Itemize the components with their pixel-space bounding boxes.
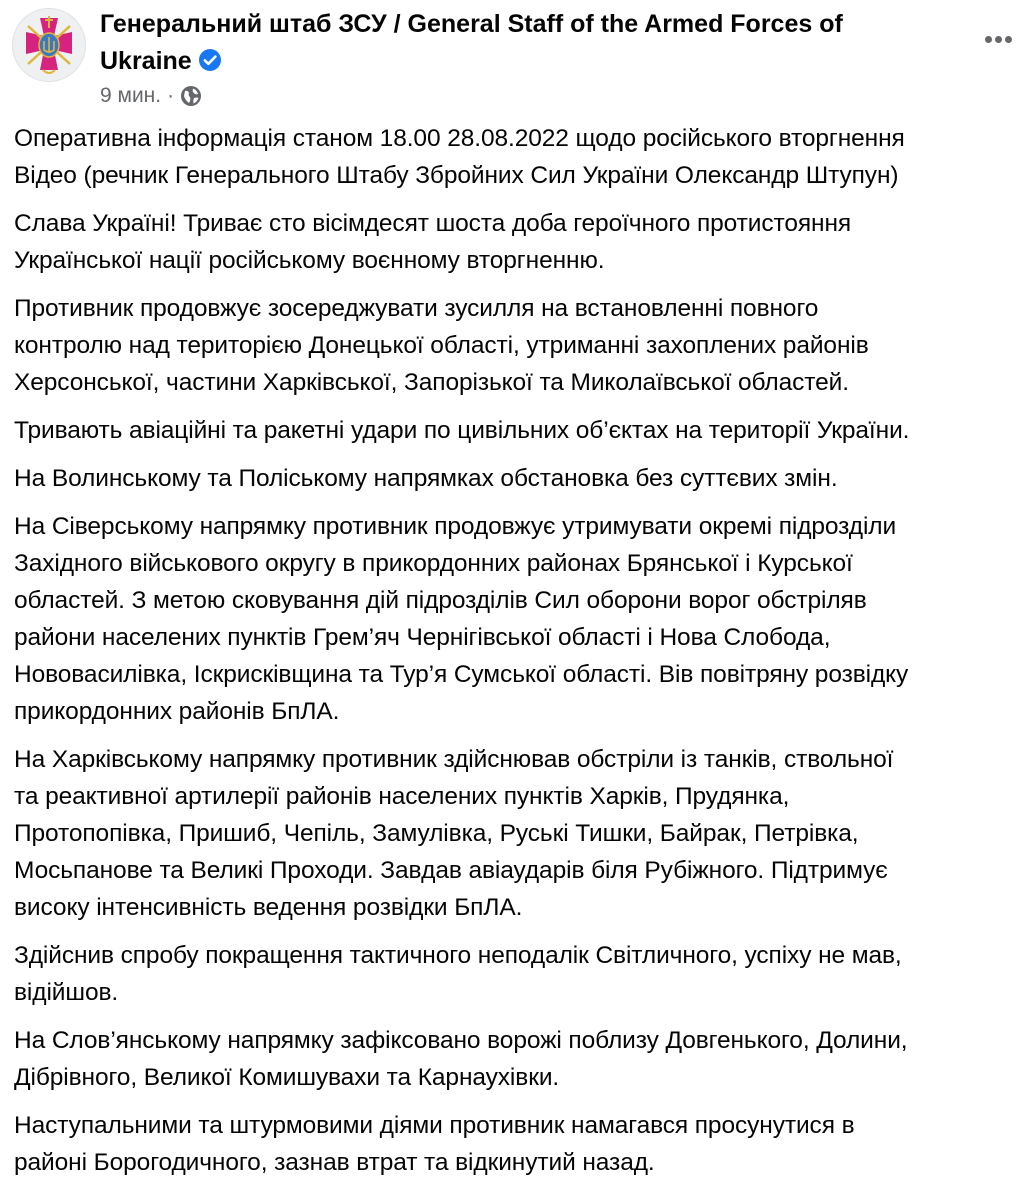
text-line: Здійснив спробу покращення тактичного неподалік Світличного, успіху не мав, bbox=[14, 942, 902, 969]
post-header bbox=[0, 0, 1032, 120]
post-paragraph bbox=[14, 205, 1018, 279]
more-dot bbox=[995, 36, 1002, 43]
post-paragraph bbox=[14, 508, 1018, 730]
text-line: Слава Україні! Триває сто вісімдесят шоста доба героїчного протистояння bbox=[14, 210, 852, 237]
text-line: На Сіверському напрямку противник продовжує утримувати окремі підрозділи bbox=[14, 513, 897, 540]
text-line: високу інтенсивність ведення розвідки БпЛА. bbox=[14, 894, 523, 921]
post-paragraph bbox=[14, 120, 1018, 194]
avatar[interactable] bbox=[12, 8, 86, 82]
more-dot bbox=[1005, 36, 1012, 43]
author-name-line1[interactable]: Генеральний штаб ЗСУ / General Staff of the Armed Forces of bbox=[100, 10, 843, 38]
post-paragraph bbox=[14, 1107, 1018, 1181]
text-line: Нововасилівка, Іскрисківщина та Тур’я Сумської області. Вів повітряну розвідку bbox=[14, 661, 909, 688]
post-body bbox=[0, 120, 1032, 1181]
post-paragraph bbox=[14, 412, 1018, 449]
text-line: райони населених пунктів Грем’яч Чернігівської області і Нова Слобода, bbox=[14, 624, 831, 651]
text-line: контролю над територією Донецької області, утриманні захоплених районів bbox=[14, 332, 869, 359]
text-line: прикордонних районів БпЛА. bbox=[14, 698, 340, 725]
more-options-icon[interactable] bbox=[978, 24, 1018, 54]
meta-separator: · bbox=[167, 84, 175, 107]
post-author[interactable] bbox=[100, 6, 900, 80]
post-paragraph bbox=[14, 1022, 1018, 1096]
text-line: Протопопівка, Пришиб, Чепіль, Замулівка, Руські Тишки, Байрак, Петрівка, bbox=[14, 820, 859, 847]
text-line: Відео (речник Генерального Штабу Збройних Сил України Олександр Штупун) bbox=[14, 162, 899, 189]
more-dot bbox=[985, 36, 992, 43]
text-line: На Слов’янському напрямку зафіксовано ворожі поблизу Довгенького, Долини, bbox=[14, 1027, 908, 1054]
text-line: та реактивної артилерії районів населених пунктів Харків, Прудянка, bbox=[14, 783, 790, 810]
verified-badge-icon bbox=[198, 48, 222, 72]
post-meta bbox=[100, 82, 202, 110]
text-line: Тривають авіаційні та ракетні удари по цивільних об’єктах на території України. bbox=[14, 417, 910, 444]
text-line: відійшов. bbox=[14, 979, 119, 1006]
text-line: Противник продовжує зосереджувати зусилля на встановленні повного bbox=[14, 295, 819, 322]
post-paragraph bbox=[14, 937, 1018, 1011]
text-line: Оперативна інформація станом 18.00 28.08.2022 щодо російського вторгнення bbox=[14, 125, 905, 152]
text-line: Західного військового округу в прикордонних районах Брянської і Курської bbox=[14, 550, 853, 577]
text-line: Херсонської, частини Харківської, Запорізької та Миколаївської областей. bbox=[14, 369, 849, 396]
post-paragraph bbox=[14, 741, 1018, 926]
text-line: На Харківському напрямку противник здійснював обстріли із танків, ствольної bbox=[14, 746, 894, 773]
text-line: Української нації російському воєнному вторгненню. bbox=[14, 247, 605, 274]
post-paragraph bbox=[14, 290, 1018, 401]
text-line: Дібрівного, Великої Комишувахи та Карнаухівки. bbox=[14, 1064, 560, 1091]
text-line: Мосьпанове та Великі Проходи. Завдав авіаударів біля Рубіжного. Підтримує bbox=[14, 857, 888, 884]
text-line: районі Борогодичного, зазнав втрат та відкинутий назад. bbox=[14, 1149, 655, 1176]
text-line: Наступальними та штурмовими діями противник намагався просунутися в bbox=[14, 1112, 855, 1139]
post-timestamp[interactable]: 9 мин. bbox=[100, 84, 162, 107]
text-line: На Волинському та Поліському напрямках обстановка без суттєвих змін. bbox=[14, 465, 838, 492]
post-paragraph bbox=[14, 460, 1018, 497]
globe-icon[interactable] bbox=[180, 85, 202, 107]
text-line: областей. З метою сковування дій підрозділів Сил оборони ворог обстріляв bbox=[14, 587, 867, 614]
author-name-line2[interactable]: Ukraine bbox=[100, 47, 192, 75]
armed-forces-emblem-icon bbox=[12, 8, 86, 82]
